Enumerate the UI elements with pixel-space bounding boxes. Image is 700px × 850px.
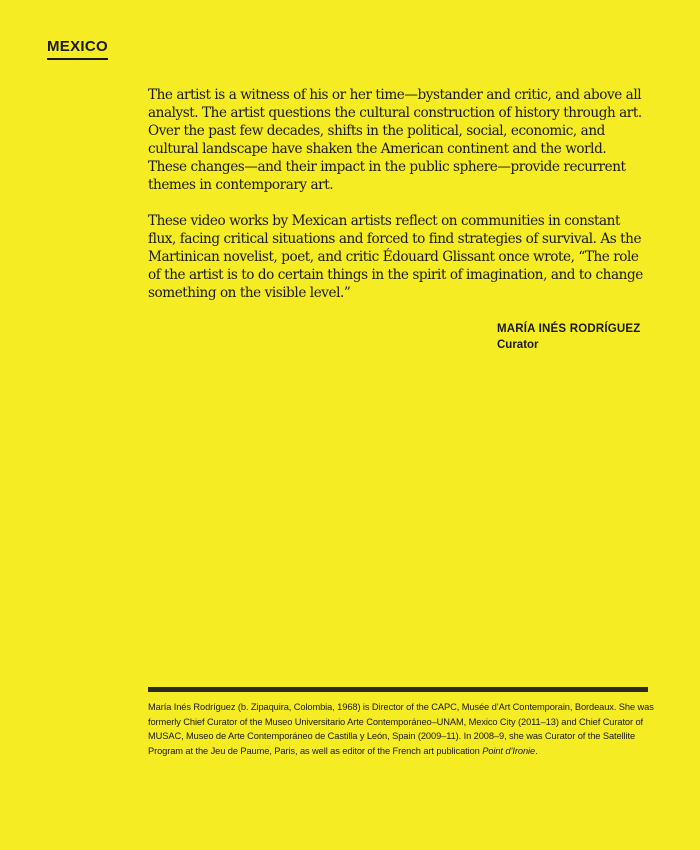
divider-rule <box>148 687 648 692</box>
curator-bio <box>148 700 663 758</box>
essay-paragraph-1: The artist is a witness of his or her time—bystander and critic, and above all analyst. The artist questions the cultural construction of history through art. Over the past few decades, shifts in the political, social, economic, and cultural landscape have shaken the American continent and the world. These changes—and their impact in the public sphere—provide recurrent themes in contemporary art. <box>148 87 642 193</box>
signature-block <box>497 321 641 353</box>
bio-text-end: . <box>535 745 538 756</box>
bio-text: María Inés Rodríguez (b. Zipaquira, Colombia, 1968) is Director of the CAPC, Musée d’Art Contemporain, Bordeaux. She was formerly Chief Curator of the Museo Universitario Arte Contemporáneo–UNAM, Mexico City (2011–13) and Chief Curator of MUSAC, Museo de Arte Contemporáneo de Castilla y León, Spain (2009–11). In 2008–9, she was Curator of the Satellite Program at the Jeu de Paume, Paris, as well as editor of the French art publication <box>148 702 654 756</box>
signature-role: Curator <box>497 339 539 351</box>
section-label: MEXICO <box>47 38 108 60</box>
essay-body <box>148 86 648 320</box>
bio-publication-title: Point d’Ironie <box>482 745 536 756</box>
essay-paragraph-2: These video works by Mexican artists reflect on communities in constant flux, facing critical situations and forced to find strategies of survival. As the Martinican novelist, poet, and critic Édouard Glissant once wrote, “The role of the artist is to do certain things in the spirit of imagination, and to change something on the visible level.” <box>148 213 643 301</box>
signature-name: MARÍA INÉS RODRÍGUEZ <box>497 323 641 335</box>
